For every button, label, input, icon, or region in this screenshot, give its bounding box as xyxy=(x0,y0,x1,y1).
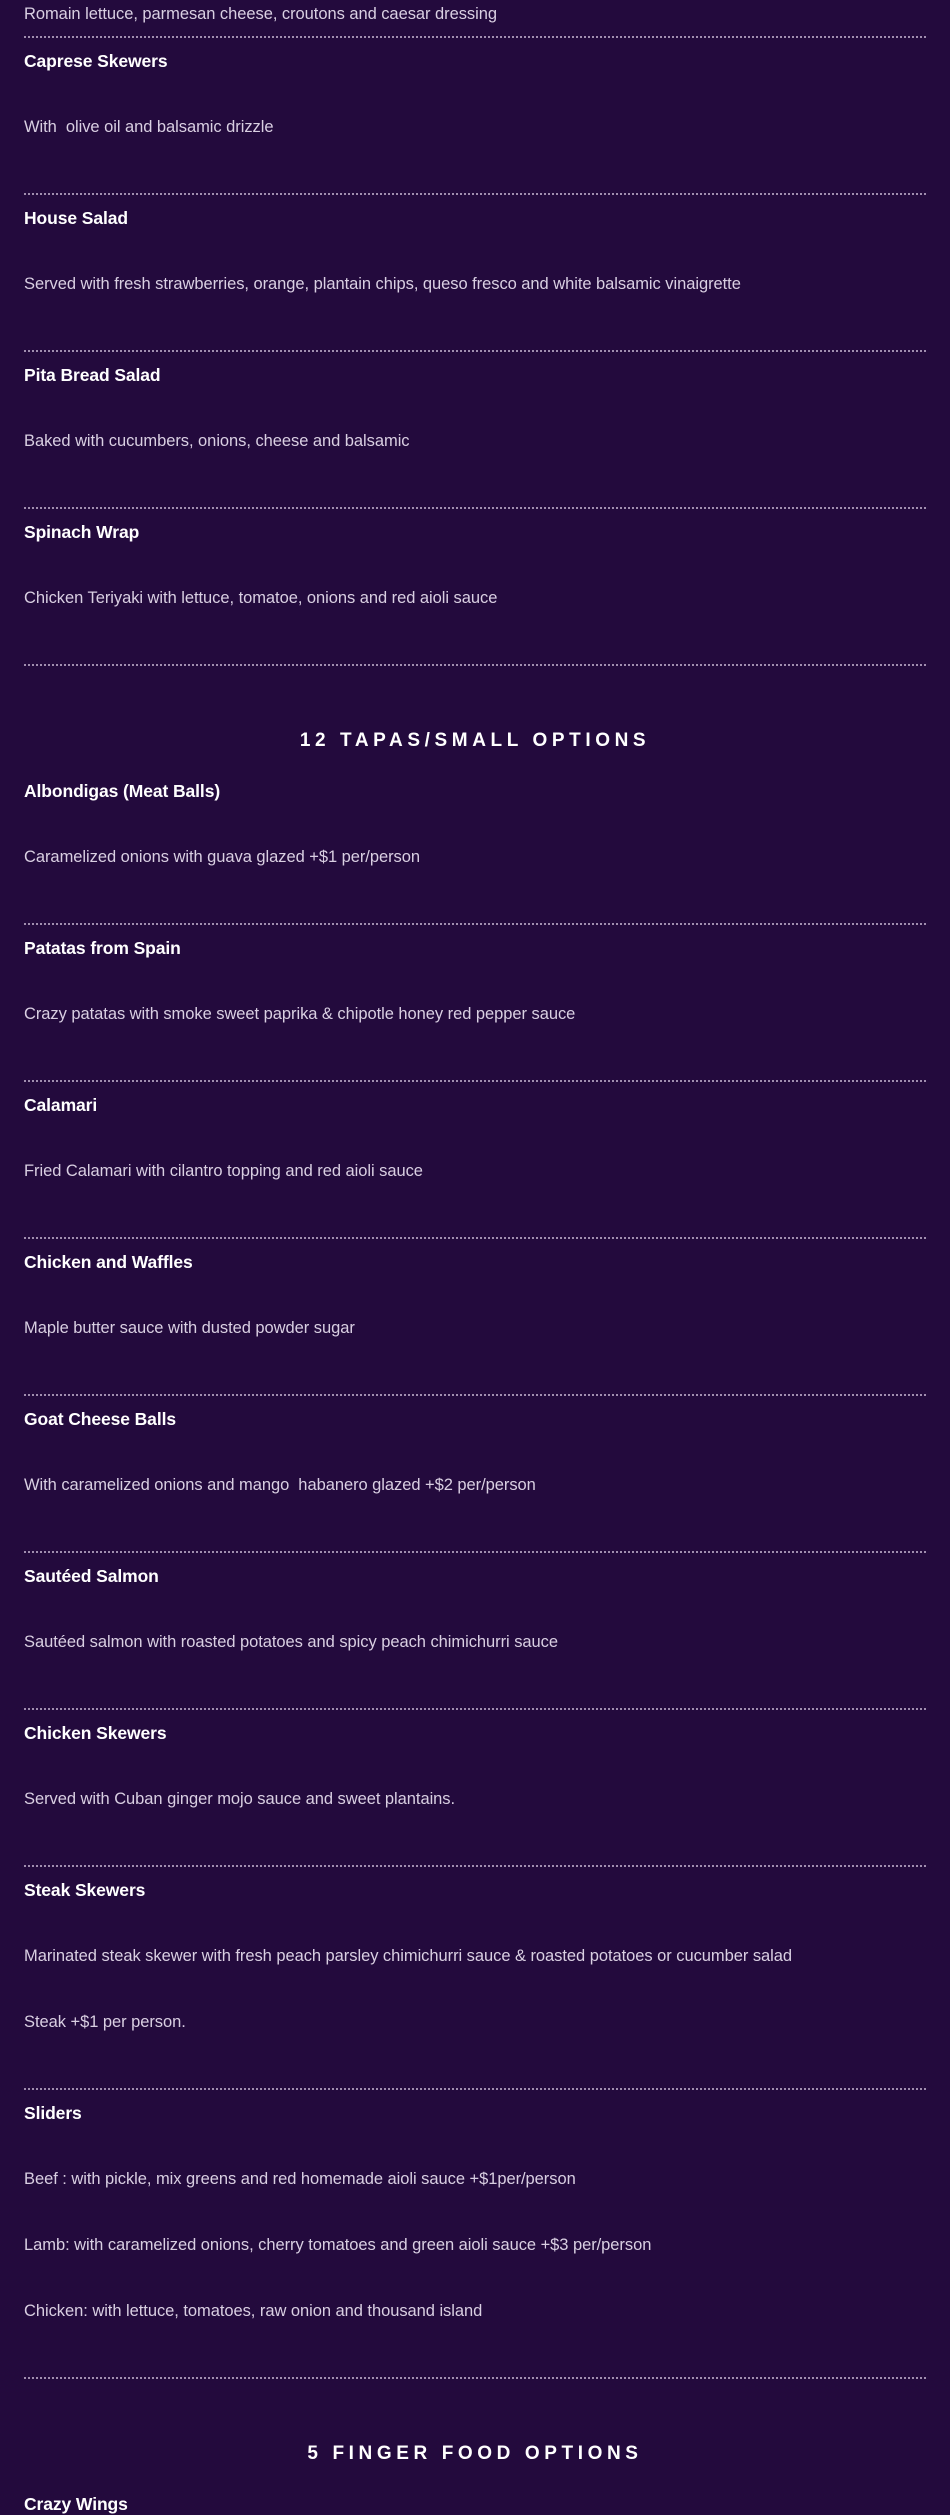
description-line: Steak +$1 per person. xyxy=(24,2013,186,2031)
dotted-separator xyxy=(24,2377,926,2379)
menu-item[interactable] xyxy=(24,50,926,182)
dotted-separator xyxy=(24,1080,926,1082)
description-line: Crazy patatas with smoke sweet paprika & chipotle honey red pepper sauce xyxy=(24,1005,576,1023)
menu-item-title: Steak Skewers xyxy=(24,1880,146,1900)
separator-row xyxy=(24,1383,926,1408)
menu-item[interactable] xyxy=(24,1879,926,2077)
dotted-separator xyxy=(24,664,926,666)
section-gap xyxy=(24,752,926,780)
menu-section-salads xyxy=(24,25,926,678)
menu-item[interactable] xyxy=(24,780,926,912)
separator-row xyxy=(24,25,926,50)
menu-item-description xyxy=(24,1273,926,1383)
separator-row xyxy=(24,1226,926,1251)
menu-item-title: Sliders xyxy=(24,2103,82,2123)
menu-item[interactable] xyxy=(24,1408,926,1540)
section-gap xyxy=(24,2465,926,2493)
description-line: Sautéed salmon with roasted potatoes and spicy peach chimichurri sauce xyxy=(24,1633,558,1651)
menu-item-title: Patatas from Spain xyxy=(24,938,181,958)
menu-item-title: Pita Bread Salad xyxy=(24,365,161,385)
description-line: Lamb: with caramelized onions, cherry tomatoes and green aioli sauce +$3 per/person xyxy=(24,2236,652,2254)
description-line: Baked with cucumbers, onions, cheese and balsamic xyxy=(24,432,410,450)
description-line: With caramelized onions and mango habanero glazed +$2 per/person xyxy=(24,1476,536,1494)
description-line: Chicken Teriyaki with lettuce, tomatoe, onions and red aioli sauce xyxy=(24,589,498,607)
section-gap xyxy=(24,678,926,730)
menu-item-description xyxy=(24,802,926,912)
menu-item-title: Chicken Skewers xyxy=(24,1723,167,1743)
separator-row xyxy=(24,182,926,207)
menu-item[interactable] xyxy=(24,1722,926,1854)
description-line: Chicken: with lettuce, tomatoes, raw onion and thousand island xyxy=(24,2302,483,2320)
menu-item[interactable] xyxy=(24,937,926,1069)
menu-item-description xyxy=(24,72,926,182)
description-line: Served with Cuban ginger mojo sauce and sweet plantains. xyxy=(24,1790,456,1808)
menu-item[interactable] xyxy=(24,521,926,653)
description-line: Beef : with pickle, mix greens and red homemade aioli sauce +$1per/person xyxy=(24,2170,576,2188)
dotted-separator xyxy=(24,36,926,38)
menu-item[interactable] xyxy=(24,1251,926,1383)
item-description: Romain lettuce, parmesan cheese, croutons and caesar dressing xyxy=(24,5,497,23)
description-line: Caramelized onions with guava glazed +$1 per/person xyxy=(24,848,420,866)
dotted-separator xyxy=(24,1551,926,1553)
separator-row xyxy=(24,653,926,678)
menu-item-description xyxy=(24,1587,926,1697)
separator-row xyxy=(24,1697,926,1722)
continued-item-description-block xyxy=(24,0,926,25)
description-line: Fried Calamari with cilantro topping and red aioli sauce xyxy=(24,1162,423,1180)
menu-item[interactable] xyxy=(24,1094,926,1226)
description-line: Maple butter sauce with dusted powder sugar xyxy=(24,1319,355,1337)
menu-item[interactable] xyxy=(24,1565,926,1697)
separator-row xyxy=(24,1854,926,1879)
separator-row xyxy=(24,496,926,521)
menu-item[interactable] xyxy=(24,2102,926,2366)
separator-row xyxy=(24,1540,926,1565)
menu-item-description xyxy=(24,1901,926,2077)
menu-item-description xyxy=(24,1116,926,1226)
separator-row xyxy=(24,2366,926,2391)
dotted-separator xyxy=(24,2088,926,2090)
menu-item[interactable] xyxy=(24,207,926,339)
description-line: Marinated steak skewer with fresh peach parsley chimichurri sauce & roasted potatoes or cucumber salad xyxy=(24,1947,793,1965)
section-heading-finger-food: 5 FINGER FOOD OPTIONS xyxy=(307,2443,643,2464)
menu-item-description xyxy=(24,959,926,1069)
section-gap xyxy=(24,2391,926,2443)
dotted-separator xyxy=(24,193,926,195)
separator-row xyxy=(24,2077,926,2102)
menu-item-description xyxy=(24,1430,926,1540)
menu-item-description xyxy=(24,386,926,496)
description-line: Served with fresh strawberries, orange, plantain chips, queso fresco and white balsamic vinaigrette xyxy=(24,275,741,293)
dotted-separator xyxy=(24,350,926,352)
menu-section-finger-food xyxy=(24,2493,926,2515)
menu-item[interactable] xyxy=(24,364,926,496)
menu-item-title: Chicken and Waffles xyxy=(24,1252,193,1272)
menu-item-description xyxy=(24,543,926,653)
menu-item-title: Goat Cheese Balls xyxy=(24,1409,176,1429)
menu-item-description xyxy=(24,2124,926,2366)
section-heading-tapas: 12 TAPAS/SMALL OPTIONS xyxy=(299,730,651,751)
dotted-separator xyxy=(24,1394,926,1396)
menu-section-tapas xyxy=(24,780,926,2391)
dotted-separator xyxy=(24,507,926,509)
menu-item-title: Spinach Wrap xyxy=(24,522,140,542)
dotted-separator xyxy=(24,1865,926,1867)
menu-item-description xyxy=(24,1744,926,1854)
dotted-separator xyxy=(24,1237,926,1239)
separator-row xyxy=(24,339,926,364)
dotted-separator xyxy=(24,1708,926,1710)
menu-item-title: Caprese Skewers xyxy=(24,51,168,71)
description-line: With olive oil and balsamic drizzle xyxy=(24,118,274,136)
menu-item-description xyxy=(24,229,926,339)
menu-item-title: Calamari xyxy=(24,1095,98,1115)
separator-row xyxy=(24,912,926,937)
menu-item[interactable] xyxy=(24,2493,926,2515)
menu-item-title: Albondigas (Meat Balls) xyxy=(24,781,221,801)
separator-row xyxy=(24,1069,926,1094)
menu-item-title: Crazy Wings xyxy=(24,2494,128,2514)
menu-item-title: Sautéed Salmon xyxy=(24,1566,159,1586)
menu-item-title: House Salad xyxy=(24,208,128,228)
dotted-separator xyxy=(24,923,926,925)
